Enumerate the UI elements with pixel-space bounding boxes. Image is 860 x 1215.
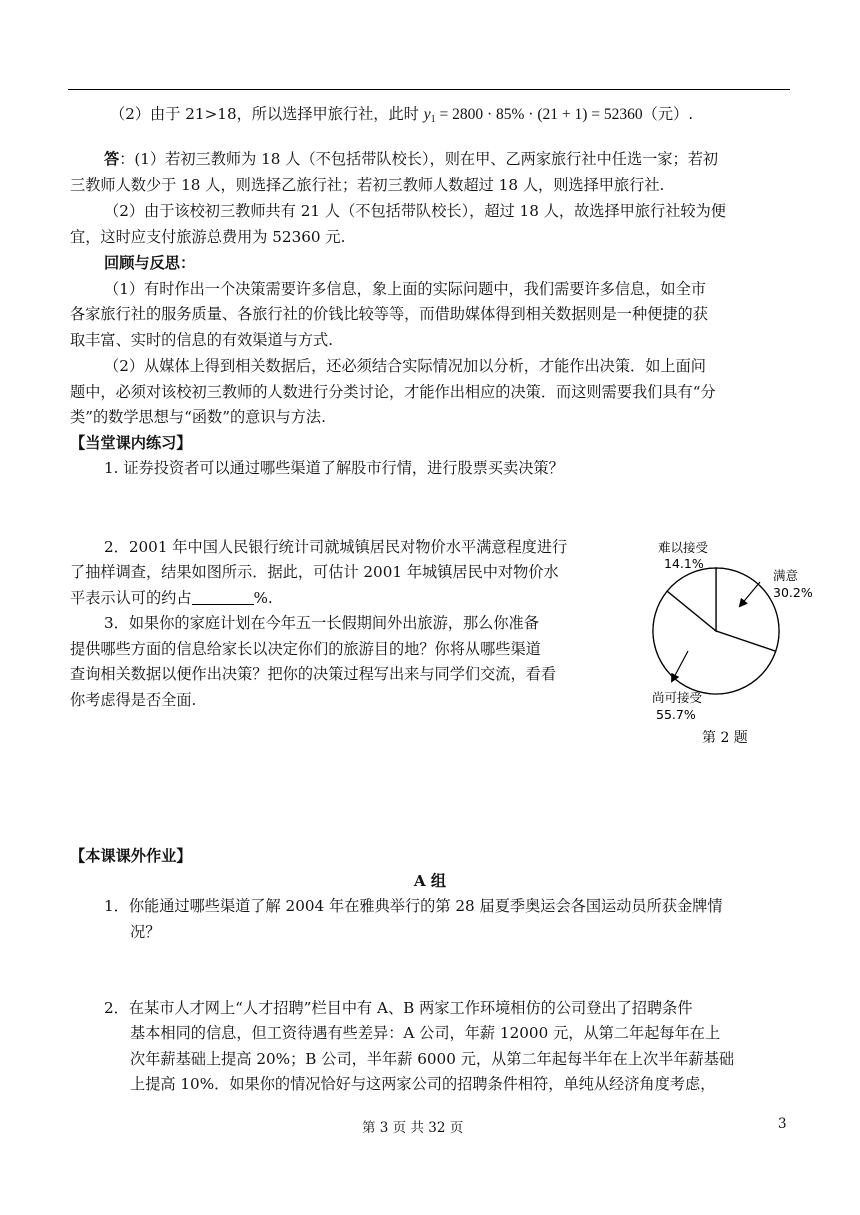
review-line-3: 取丰富、实时的信息的有效渠道与方式. <box>70 331 334 349</box>
homework-q2-line-2: 基本相同的信息，但工资待遇有些差异：A 公司，年薪 12000 元，从第二年起每年在上 <box>130 1024 721 1042</box>
pie-caption: 第 2 题 <box>702 730 748 746</box>
pie-value-2: 14.1% <box>664 556 704 571</box>
pie-value-1: 55.7% <box>656 707 696 722</box>
pie-value-0: 30.2% <box>773 585 813 600</box>
practice-q3-line-1: 3．如果你的家庭计划在今年五一长假期间外出旅游，那么你准备 <box>104 614 539 632</box>
practice-q2-line-2: 了抽样调查，结果如图所示．据此，可估计 2001 年城镇居民中对物价水 <box>70 563 559 581</box>
review-line-1: （1）有时作出一个决策需要许多信息，象上面的实际问题中，我们需要许多信息，如全市 <box>104 280 706 298</box>
homework-q2-line-1: 2．在某市人才网上“人才招聘”栏目中有 A、B 两家工作环境相仿的公司登出了招聘条件 <box>104 999 693 1017</box>
answer-line-3: （2）由于该校初三教师共有 21 人（不包括带队校长），超过 18 人，故选择甲旅行社较为便 <box>104 202 726 220</box>
review-line-5: 题中，必须对该校初三教师的人数进行分类讨论，才能作出相应的决策．而这则需要我们具有“分 <box>70 383 716 401</box>
answer-line-4: 宜，这时应支付旅游总费用为 52360 元. <box>70 228 346 246</box>
answer-line-2: 三教师人数少于 18 人，则选择乙旅行社；若初三教师人数超过 18 人，则选择甲旅行社. <box>70 176 665 194</box>
answer-label: 答 <box>104 150 120 168</box>
pie-label-2: 难以接受 <box>658 540 709 555</box>
practice-q1: 1. 证券投资者可以通过哪些渠道了解股市行情，进行股票买卖决策？ <box>104 459 564 477</box>
practice-q3-line-4: 你考虑得是否全面. <box>70 691 197 709</box>
practice-q2-line-3: 平表示认可的约占 %. <box>70 589 273 607</box>
footer-page-text: 第 3 页 共 32 页 <box>362 1120 464 1136</box>
homework-group: A 组 <box>413 872 447 890</box>
answer-blank <box>192 590 254 605</box>
pie-chart <box>640 530 820 755</box>
pie-label-0: 满意 <box>773 568 799 583</box>
practice-heading: 【当堂课内练习】 <box>70 434 192 452</box>
pie-slices <box>653 568 779 694</box>
footer-page-number: 3 <box>778 1116 787 1132</box>
homework-heading: 【本课课外作业】 <box>70 847 192 865</box>
review-line-4: （2）从媒体上得到相关数据后，还必须结合实际情况加以分析，才能作出决策．如上面问 <box>104 357 706 375</box>
homework-q2-line-3: 次年薪基础上提高 20%；B 公司，半年薪 6000 元，从第二年起每半年在上次半年薪基础 <box>130 1050 735 1068</box>
homework-q1-line-1: 1．你能通过哪些渠道了解 2004 年在雅典举行的第 28 届夏季奥运会各国运动员所获金牌情 <box>104 897 723 915</box>
review-line-6: 类”的数学思想与“函数”的意识与方法. <box>70 408 326 426</box>
practice-q2-line-1: 2．2001 年中国人民银行统计司就城镇居民对物价水平满意程度进行 <box>104 538 568 556</box>
solution-unit: （元）. <box>642 105 694 123</box>
solution-line-2 <box>110 104 693 130</box>
practice-q3-line-2: 提供哪些方面的信息给家长以决定你们的旅游目的地？你将从哪些渠道 <box>70 640 541 658</box>
practice-q3-line-3: 查询相关数据以便作出决策？把你的决策过程写出来与同学们交流，看看 <box>70 665 556 683</box>
review-line-2: 各家旅行社的服务质量、各旅行社的价钱比较等等，而借助媒体得到相关数据则是一种便捷的获 <box>70 305 708 323</box>
header-rule <box>68 89 790 90</box>
answer-line-1: 答：(1）若初三教师为 18 人（不包括带队校长），则在甲、乙两家旅行社中任选一家；若初 <box>104 150 719 168</box>
solution-formula: $y_1 = 2800 \cdot 85\% \cdot (21 + 1) = 52360$ <box>423 106 643 125</box>
review-heading: 回顾与反思： <box>104 254 196 272</box>
homework-q2-line-4: 上提高 10%．如果你的情况恰好与这两家公司的招聘条件相符，单纯从经济角度考虑， <box>130 1075 716 1093</box>
homework-q1-line-2: 况？ <box>130 923 161 941</box>
pie-label-1: 尚可接受 <box>652 690 703 705</box>
solution-text: （2）由于 21>18，所以选择甲旅行社，此时 <box>110 105 424 123</box>
